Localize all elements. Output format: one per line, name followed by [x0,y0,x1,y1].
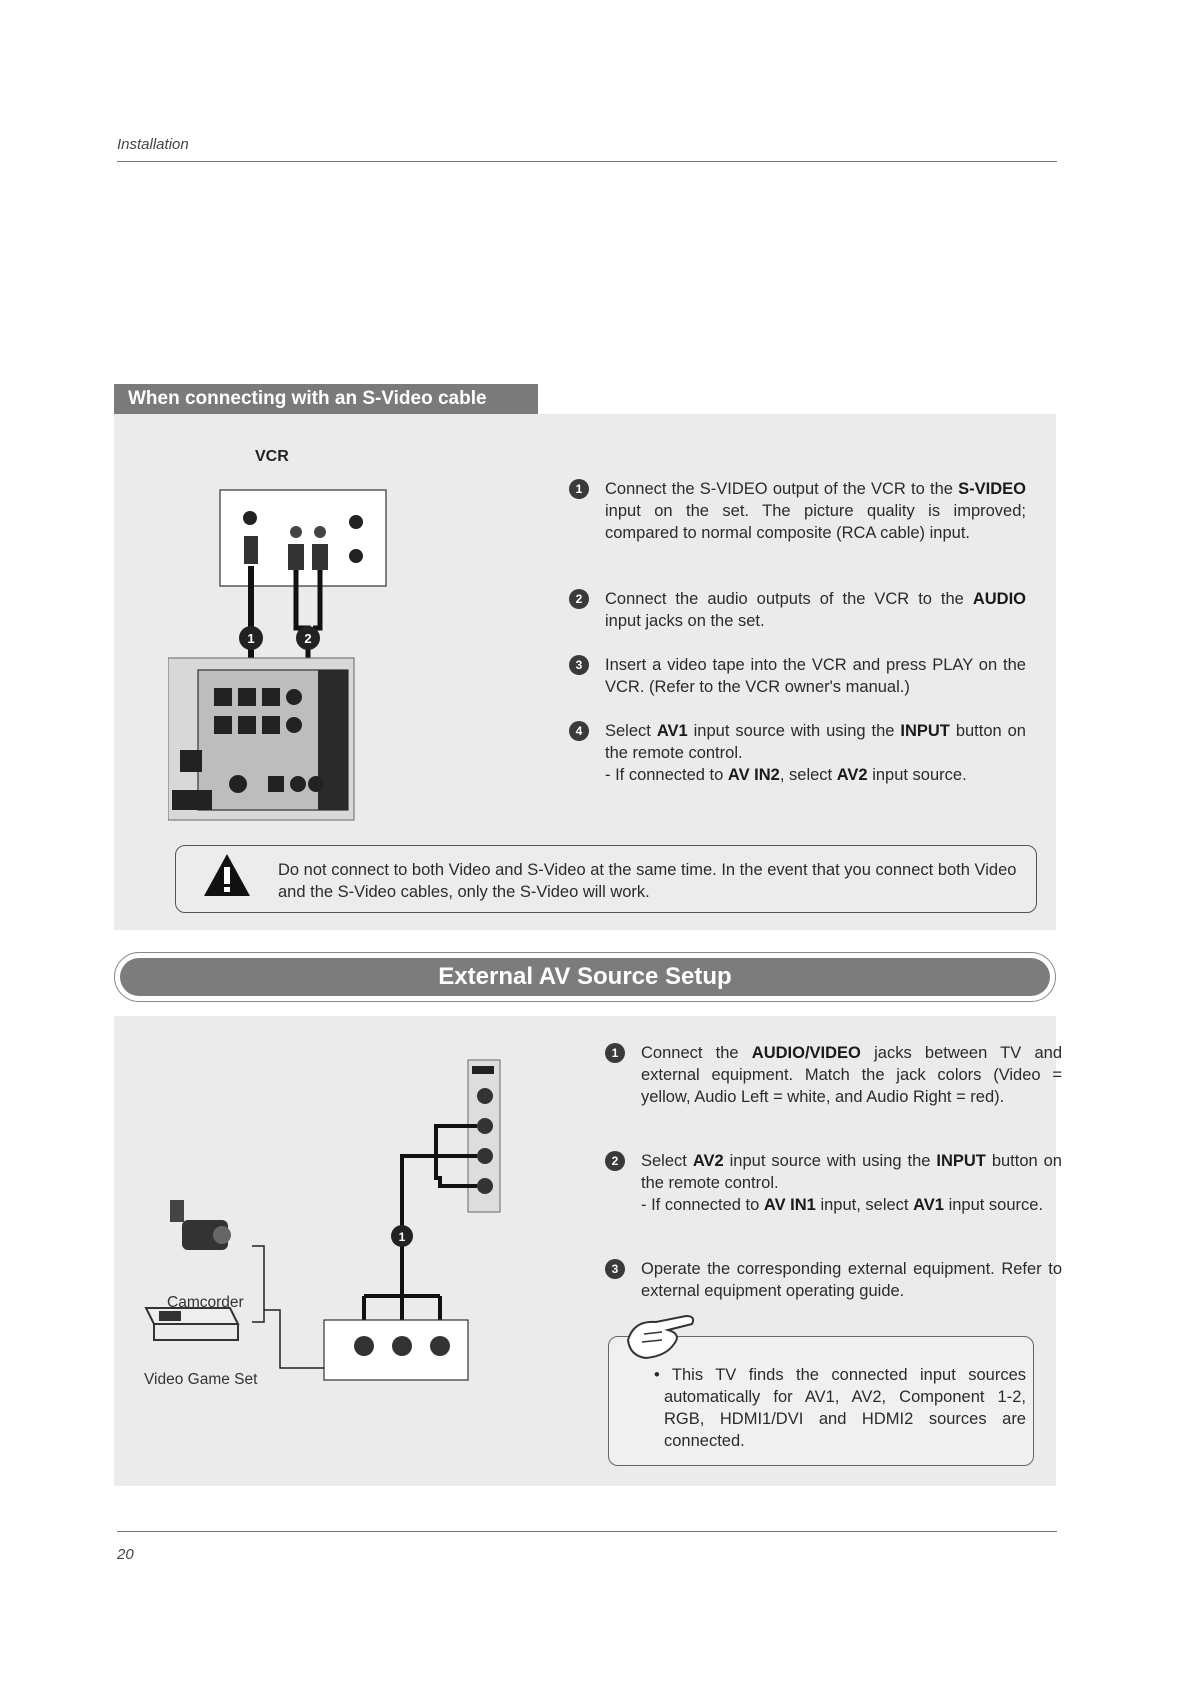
callout-1: 1 [398,1230,406,1244]
svideo-step-4: 4 Select AV1 input source with using the INPUT button on the remote control. - If connected to AV IN2, select AV2 input source. [569,720,1026,786]
vcr-label: VCR [255,448,289,465]
svideo-section-title: When connecting with an S-Video cable [114,384,538,414]
pointing-hand-note-icon [622,1310,702,1370]
step-number-badge: 2 [569,589,589,609]
callout-2: 2 [304,631,312,646]
note-text: • This TV finds the connected input sources automatically for AV1, AV2, Component 1-2, RGB, HDMI1/DVI and HDMI2 sources are connected. [654,1366,1026,1450]
page-number: 20 [117,1546,134,1563]
step-number-badge: 4 [569,721,589,741]
svideo-step-3: 3 Insert a video tape into the VCR and press PLAY on the VCR. (Refer to the VCR owner's manual.) [569,654,1026,698]
vcr-connection-diagram [168,488,388,824]
footer-divider [117,1531,1057,1532]
av-step-2: 2 Select AV2 input source with using the INPUT button on the remote control. - If connected to AV IN1 input, select AV1 input source. [605,1150,1062,1216]
svideo-step-2: 2 Connect the audio outputs of the VCR to the AUDIO input jacks on the set. [569,588,1026,632]
warning-triangle-icon [202,852,252,898]
av-step-3: 3 Operate the corresponding external equipment. Refer to external equipment operating guide. [605,1258,1062,1302]
camcorder-icon [170,1200,231,1250]
section-header-label: Installation [117,136,189,153]
step-number-badge: 3 [569,655,589,675]
warning-text: Do not connect to both Video and S-Video at the same time. In the event that you connect both Video and the S-Video cables, only the S-Video will work. [278,861,1017,901]
step-number-badge: 1 [605,1043,625,1063]
video-game-set-label: Video Game Set [144,1371,258,1388]
av-step-1: 1 Connect the AUDIO/VIDEO jacks between TV and external equipment. Match the jack colors (Video = yellow, Audio Left = white, and Audio Right = red). [605,1042,1062,1108]
camcorder-label: Camcorder [167,1294,244,1311]
game-console-icon [146,1308,238,1340]
callout-1: 1 [247,631,255,646]
av-section-title: External AV Source Setup [120,958,1050,996]
step-number-badge: 3 [605,1259,625,1279]
svideo-step-1: 1 Connect the S-VIDEO output of the VCR to the S-VIDEO input on the set. The picture quality is improved; compared to normal composite (RCA cable) input. [569,478,1026,544]
av-connection-diagram [140,1050,540,1410]
step-number-badge: 2 [605,1151,625,1171]
step-number-badge: 1 [569,479,589,499]
header-divider [117,161,1057,162]
